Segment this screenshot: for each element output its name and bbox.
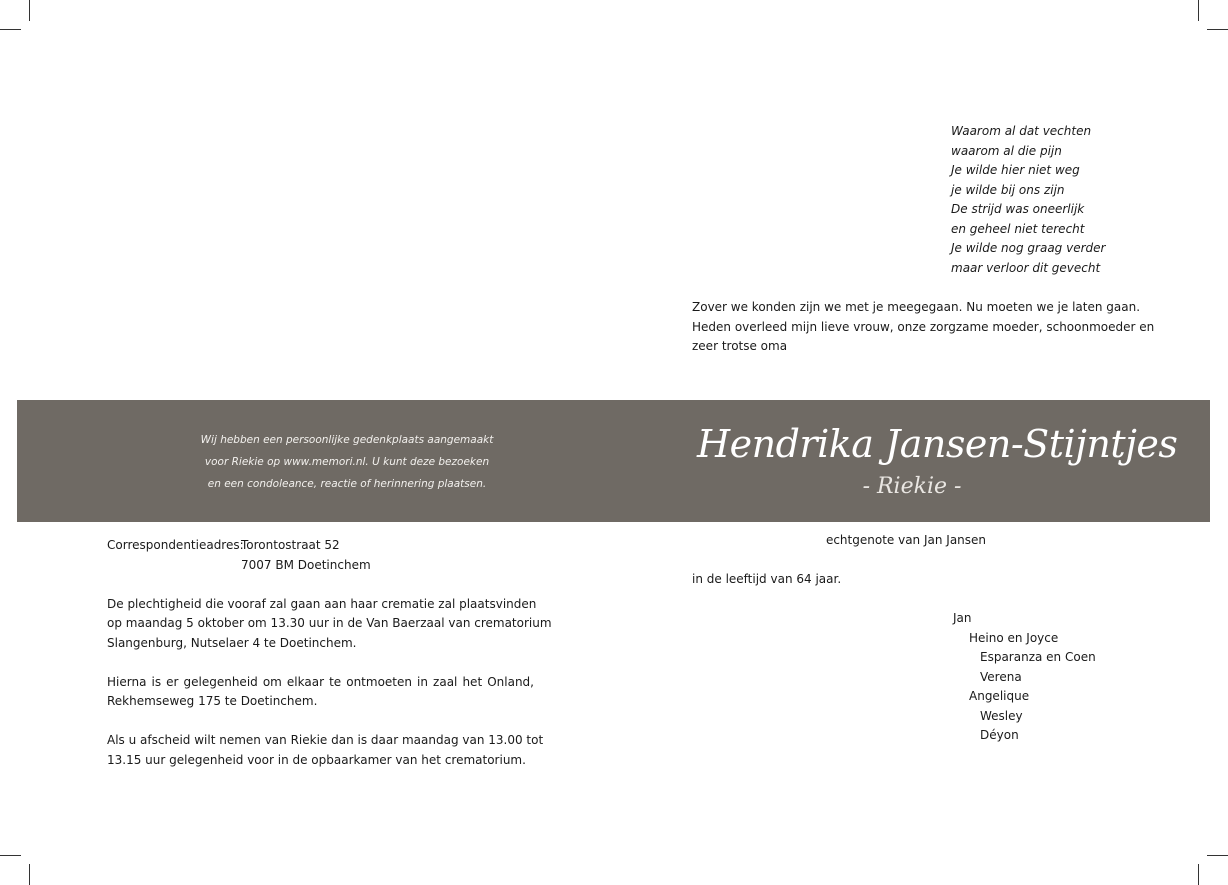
address-label: Correspondentieadres: [107,538,244,552]
crop-mark [1198,0,1199,21]
family-member: Verena [980,669,1022,684]
memorial-note-line: voor Riekie op www.memori.nl. U kunt deze bezoeken [204,456,490,468]
announcement-intro [692,298,1155,357]
deceased-name: Hendrika Jansen-Stijntjes [697,422,1178,466]
ceremony-paragraph [107,595,552,654]
family-member: Esparanza en Coen [980,650,1096,664]
family-member: Déyon [980,728,1019,742]
family-list [953,609,1096,746]
paragraph-line: Hierna is er gelegenheid om elkaar te ontmoeten in zaal het Onland, [107,674,534,689]
intro-line: Zover we konden zijn we met je meegegaan. Nu moeten we je laten gaan. [692,300,1141,314]
memorial-note [147,429,547,495]
deceased-nickname: - Riekie - [862,474,962,499]
poem-line: Je wilde hier niet weg [951,163,1080,177]
memorial-note-line: en een condoleance, reactie of herinnering plaatsen. [207,478,487,490]
crop-mark [1207,29,1228,30]
family-member: Jan [953,611,972,625]
paragraph-line: Slangenburg, Nutselaer 4 te Doetinchem. [107,635,357,650]
poem-line: maar verloor dit gevecht [951,260,1101,275]
gathering-paragraph [107,673,534,712]
crop-mark [0,29,21,30]
poem-line: waarom al die pijn [951,143,1062,158]
family-member: Angelique [969,689,1030,703]
age-line: in de leeftijd van 64 jaar. [692,572,842,586]
practical-info [107,536,552,770]
paragraph-line: 13.15 uur gelegenheid voor in de opbaarkamer van het crematorium. [107,752,526,767]
intro-line: Heden overleed mijn lieve vrouw, onze zorgzame moeder, schoonmoeder en [692,319,1155,334]
paragraph-line: op maandag 5 oktober om 13.30 uur in de Van Baerzaal van crematorium [107,616,552,630]
crop-mark [0,855,21,856]
intro-line: zeer trotse oma [692,339,788,353]
farewell-paragraph [107,731,544,770]
address-city: 7007 BM Doetinchem [241,557,371,572]
spouse-line: echtgenote van Jan Jansen [825,533,987,547]
paragraph-line: Als u afscheid wilt nemen van Riekie dan is daar maandag van 13.00 tot [107,733,544,747]
address-lines [241,536,371,575]
poem-line: je wilde bij ons zijn [951,182,1065,197]
poem-line: Waarom al dat vechten [951,124,1092,138]
paragraph-line: De plechtigheid die vooraf zal gaan aan haar crematie zal plaatsvinden [107,596,537,611]
family-member: Heino en Joyce [969,630,1059,645]
crop-mark [29,0,30,21]
poem-line: De strijd was oneerlijk [951,202,1085,216]
name-banner [17,400,1210,522]
crop-mark [29,864,30,885]
family-member: Wesley [980,708,1023,723]
poem-line: Je wilde nog graag verder [951,241,1106,255]
poem-line: en geheel niet terecht [951,221,1085,236]
crop-mark [1207,855,1228,856]
paragraph-line: Rekhemseweg 175 te Doetinchem. [107,694,318,708]
correspondence-address [107,536,534,575]
address-street: Torontostraat 52 [241,538,340,552]
poem [951,122,1105,278]
memorial-note-line: Wij hebben een persoonlijke gedenkplaats aangemaakt [200,434,494,446]
crop-mark [1198,864,1199,885]
